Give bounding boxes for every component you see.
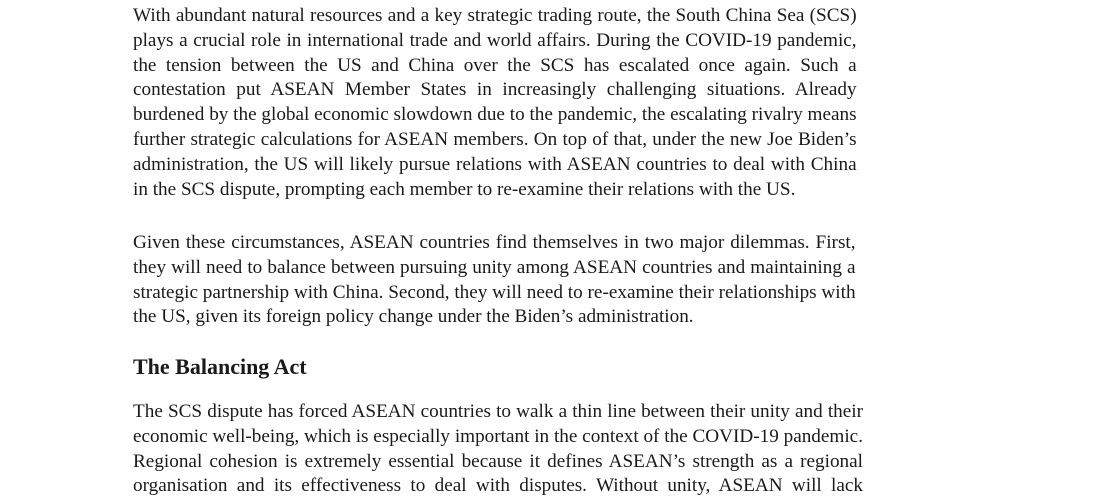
text-line: administration, the US will likely pursue relations with ASEAN countries to deal with China [133, 153, 857, 175]
text-line: the US, given its foreign policy change under the Biden’s administration. [133, 306, 694, 328]
text-line: the tension between the US and China over the SCS has escalated once again. Such a [133, 54, 857, 76]
paragraph-intro [133, 4, 857, 202]
text-line: plays a crucial role in international trade and world affairs. During the COVID-19 pandemic, [133, 29, 857, 51]
text-line: burdened by the global economic slowdown due to the pandemic, the escalating rivalry means [133, 104, 857, 126]
text-line: they will need to balance between pursuing unity among ASEAN countries and maintaining a [133, 256, 856, 278]
text-line: Given these circumstances, ASEAN countries find themselves in two major dilemmas. First, [133, 232, 856, 253]
section-heading: The Balancing Act [133, 354, 307, 379]
text-line: contestation put ASEAN Member States in increasingly challenging situations. Already [133, 79, 857, 101]
text-line: Regional cohesion is extremely essential because it defines ASEAN’s strength as a regional [133, 450, 863, 472]
text-line: The SCS dispute has forced ASEAN countries to walk a thin line between their unity and their [133, 401, 863, 422]
paragraph-balancing-act [133, 400, 863, 499]
paragraph-dilemmas [133, 231, 856, 330]
text-line: With abundant natural resources and a key strategic trading route, the South China Sea (SCS) [133, 5, 857, 26]
text-line: in the SCS dispute, prompting each member to re-examine their relations with the US. [133, 178, 796, 200]
text-line: further strategic calculations for ASEAN members. On top of that, under the new Joe Biden’s [133, 128, 857, 150]
text-line: organisation and its effectiveness to deal with disputes. Without unity, ASEAN will lack [133, 475, 863, 497]
text-line: strategic partnership with China. Second, they will need to re-examine their relationships with [133, 281, 856, 303]
text-line: economic well-being, which is especially important in the context of the COVID-19 pandemic. [133, 425, 863, 447]
